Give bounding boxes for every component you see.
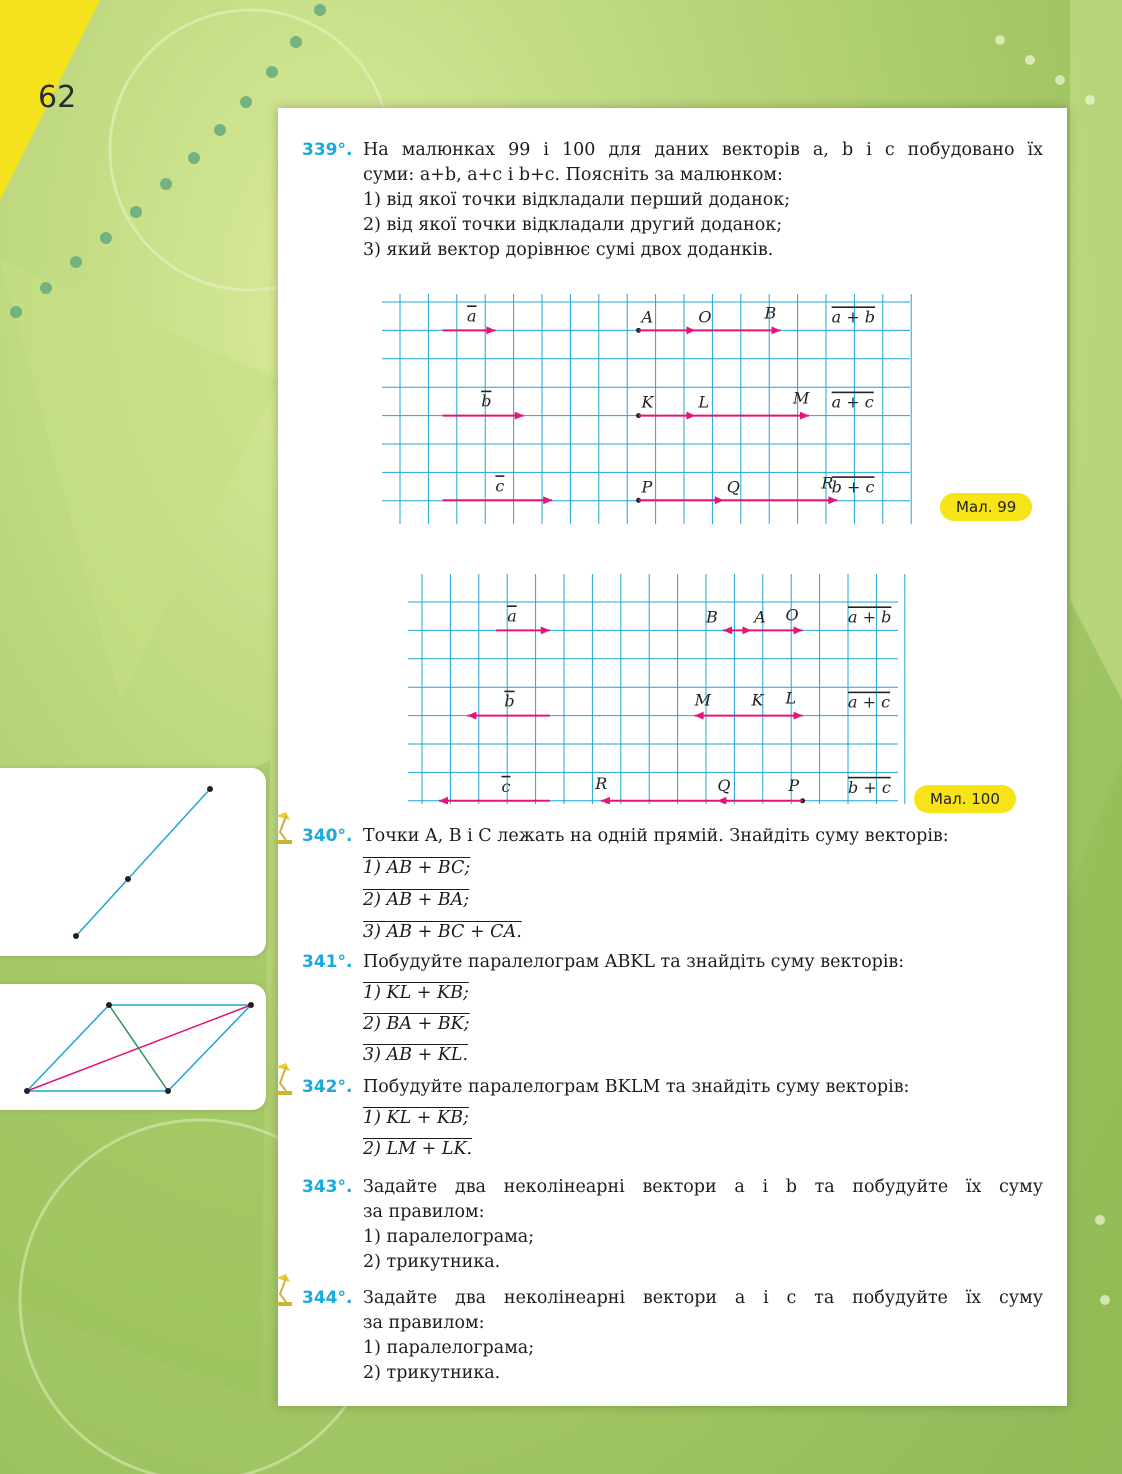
problem-number: 340°.	[302, 826, 353, 846]
parallelogram-figure	[0, 984, 266, 1110]
sum-label: b + c	[831, 477, 875, 497]
list-item: 2) трикутника.	[363, 1363, 501, 1383]
list-item: 1) KL + KB;	[363, 983, 469, 1003]
vector-c-head	[543, 496, 552, 504]
vector-c-head	[439, 797, 448, 804]
list-item: 2) LM + LK.	[363, 1139, 473, 1159]
figure-99	[382, 294, 942, 524]
sum-label: a + b	[848, 607, 892, 627]
problem-title: Побудуйте паралелограм ABKL та знайдіть суму векторів:	[363, 952, 905, 972]
point-label: M	[694, 690, 712, 710]
point-label: L	[785, 688, 797, 708]
sum-first-addend-head	[686, 326, 695, 334]
figure-100	[408, 574, 908, 804]
collinear-points-figure	[0, 768, 266, 956]
sum-label: b + c	[848, 777, 891, 797]
problem-number: 342°.	[302, 1077, 353, 1097]
sum-first-addend-head	[686, 412, 695, 420]
point-label: P	[788, 775, 800, 795]
text-line: Задайте два неколінеарні вектори a і b та побудуйте їх суму	[363, 1177, 1043, 1197]
list-item: 1) від якої точки відкладали перший доданок;	[363, 190, 791, 210]
sum-second-addend-head	[772, 326, 781, 334]
list-item: 1) паралелограма;	[363, 1227, 535, 1247]
vector-a-head	[486, 326, 495, 334]
figure-100-caption: Мал. 100	[914, 785, 1016, 813]
point-label: A	[641, 307, 654, 327]
sum-second-addend-head	[800, 412, 809, 420]
side-figure-line	[0, 768, 266, 956]
list-item: 3) AB + KL.	[363, 1045, 469, 1065]
text-line: Задайте два неколінеарні вектори a і c та побудуйте їх суму	[363, 1288, 1043, 1308]
page-number: 62	[38, 80, 77, 115]
sum-first-addend-tail	[723, 626, 732, 634]
sum-label: a + b	[831, 307, 876, 327]
text-line: суми: a+b, a+c і b+c. Поясніть за малюнком:	[363, 165, 783, 185]
list-item: 1) AB + BC;	[363, 858, 471, 878]
sum-second-addend-head	[794, 712, 803, 720]
text-line: за правилом:	[363, 1202, 485, 1222]
list-item: 3) AB + BC + CA.	[363, 922, 522, 942]
problem-title: Побудуйте паралелограм BKLM та знайдіть суму векторів:	[363, 1077, 910, 1097]
point-label: Q	[726, 477, 740, 497]
vector-label: a	[507, 606, 517, 626]
sum-second-addend-head	[794, 626, 803, 634]
list-item: 2) трикутника.	[363, 1252, 501, 1272]
point-label: O	[698, 307, 712, 327]
point-label: B	[764, 303, 777, 323]
sum-first-addend-head	[695, 712, 704, 720]
list-item: 1) KL + KB;	[363, 1108, 469, 1128]
text-line: На малюнках 99 і 100 для даних векторів a, b і c побудовано їх	[363, 140, 1043, 160]
sum-second-addend-head	[828, 496, 837, 504]
sum-first-addend-head	[715, 496, 724, 504]
vector-label: c	[495, 476, 505, 496]
sum-second-addend-head	[601, 797, 610, 804]
point-label: B	[706, 607, 718, 627]
vector-a-head	[541, 626, 550, 634]
lamp-icon	[272, 1061, 300, 1097]
vector-label: a	[467, 306, 477, 326]
point-label: A	[754, 607, 766, 627]
vector-b-head	[515, 412, 524, 420]
point-label: O	[785, 605, 799, 625]
content-page	[278, 108, 1067, 1406]
point-label: R	[595, 773, 608, 793]
list-item: 1) паралелограма;	[363, 1338, 535, 1358]
problem-title: Точки A, B і C лежать на одній прямій. Знайдіть суму векторів:	[363, 826, 949, 846]
problem-number: 344°.	[302, 1288, 353, 1308]
side-figure-parallelogram	[0, 984, 266, 1110]
point-label: K	[641, 392, 654, 412]
vector-label: b	[481, 391, 492, 411]
lamp-icon	[272, 810, 300, 846]
problem-number: 339°.	[302, 140, 353, 160]
list-item: 2) AB + BA;	[363, 890, 470, 910]
sum-label: a + c	[831, 392, 874, 412]
lamp-icon	[272, 1272, 300, 1308]
vector-label: b	[504, 691, 515, 711]
point-label: P	[641, 477, 653, 497]
point-label: R	[821, 473, 834, 493]
vector-label: c	[501, 776, 511, 796]
problem-number: 341°.	[302, 952, 353, 972]
text-line: за правилом:	[363, 1313, 485, 1333]
sum-label: a + c	[848, 692, 891, 712]
sum-first-addend-head	[742, 626, 751, 634]
list-item: 3) який вектор дорівнює сумі двох доданків.	[363, 240, 774, 260]
list-item: 2) BA + BK;	[363, 1014, 470, 1034]
sum-first-addend-head	[717, 797, 726, 804]
list-item: 2) від якої точки відкладали другий доданок;	[363, 215, 783, 235]
point-label: M	[792, 388, 810, 408]
point-label: Q	[717, 775, 731, 795]
point-label: L	[698, 392, 709, 412]
vector-b-head	[467, 712, 476, 720]
point-label: K	[751, 690, 764, 710]
problem-number: 343°.	[302, 1177, 353, 1197]
figure-99-caption: Мал. 99	[940, 493, 1032, 521]
